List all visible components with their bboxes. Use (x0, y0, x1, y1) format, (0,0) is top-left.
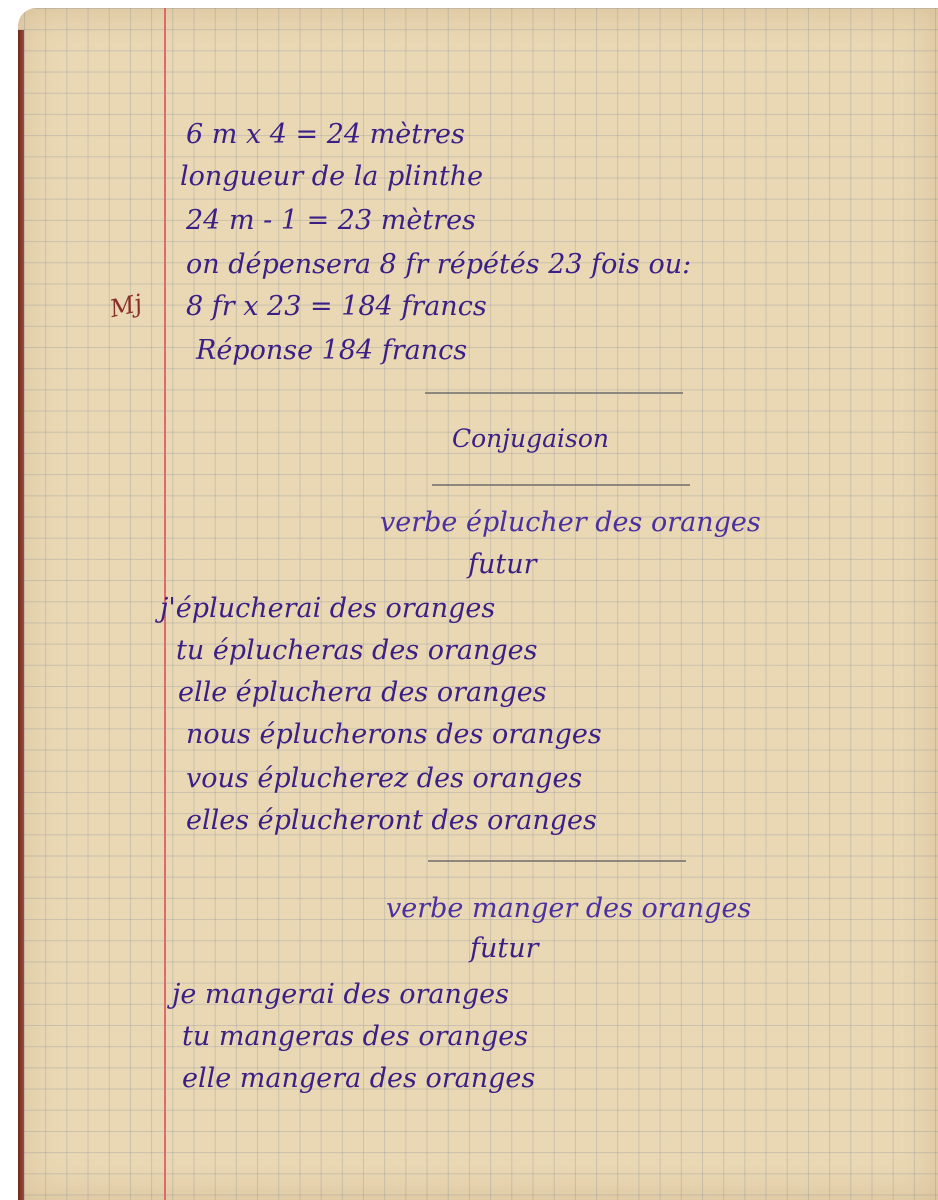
conjugation-line: tu mangeras des oranges (182, 1021, 529, 1052)
problem-line-1: 6 m x 4 = 24 mètres (186, 119, 465, 150)
section2-title: verbe manger des oranges (386, 893, 752, 924)
conjugaison-heading: Conjugaison (452, 424, 610, 453)
section2-tense: futur (470, 933, 539, 964)
conjugation-line: j'éplucherai des oranges (160, 593, 496, 624)
notebook-binding (18, 30, 24, 1200)
section1-tense: futur (468, 549, 537, 580)
section1-title: verbe éplucher des oranges (380, 507, 761, 538)
problem-line-5: 8 fr x 23 = 184 francs (186, 291, 487, 322)
conjugation-line: je mangerai des oranges (172, 979, 509, 1010)
teacher-margin-note: Mj (107, 288, 145, 324)
conjugation-line: elles éplucheront des oranges (186, 805, 597, 836)
conjugation-line: elle mangera des oranges (182, 1063, 536, 1094)
conjugation-line: tu éplucheras des oranges (176, 635, 538, 666)
problem-line-3: 24 m - 1 = 23 mètres (186, 205, 476, 236)
pencil-divider-1 (425, 392, 683, 394)
problem-line-4: on dépensera 8 fr répétés 23 fois ou: (186, 249, 692, 280)
pencil-divider-3 (428, 860, 686, 862)
answer-line: Réponse 184 francs (196, 335, 468, 366)
problem-line-2: longueur de la plinthe (180, 161, 484, 192)
pencil-divider-2 (432, 484, 690, 486)
conjugation-line: elle épluchera des oranges (178, 677, 547, 708)
conjugation-line: vous éplucherez des oranges (186, 763, 583, 794)
conjugation-line: nous éplucherons des oranges (186, 719, 602, 750)
